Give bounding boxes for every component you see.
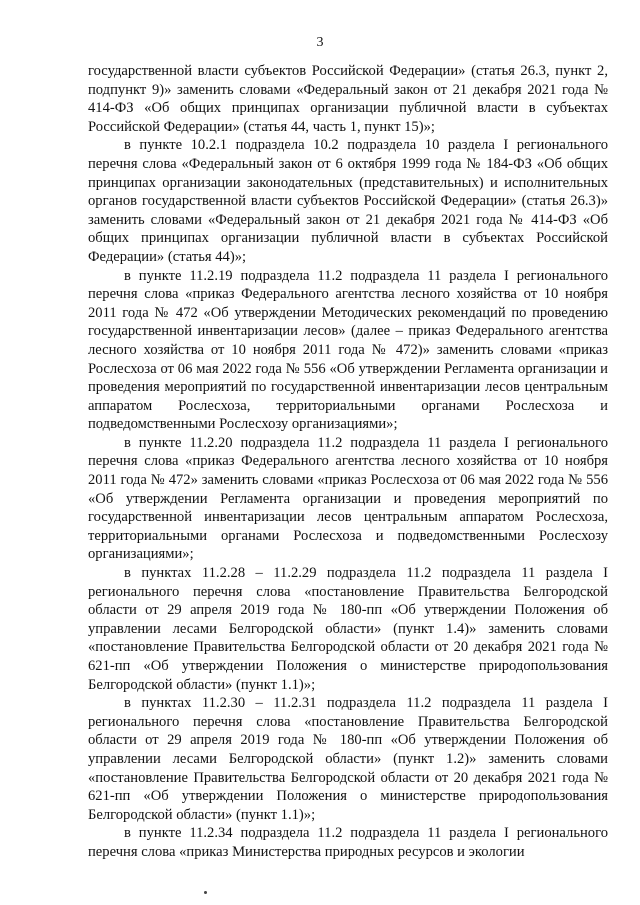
- paragraph: в пунктах 11.2.28 – 11.2.29 подраздела 11.2 подраздела 11 раздела I регионального перечня слова «постановление Правительства Белгородской области от 29 апреля 2019 года № 180-пп «Об утверждении Положения об управлении лесами Белгородской области» (пункт 1.4)» заменить словами «постановление Правительства Белгородской области от 20 декабря 2021 года № 621-пп «Об утверждении Положения о министерстве природопользования Белгородской области» (пункт 1.1)»;: [88, 565, 608, 693]
- page-number: 3: [316, 35, 324, 50]
- paragraph: в пункте 11.2.19 подраздела 11.2 подраздела 11 раздела I регионального перечня слова «приказ Федерального агентства лесного хозяйства от 10 ноября 2011 года № 472 «Об утверждении Методических рекомендаций по проведению государственной инвентаризации лесов» (далее – приказ Федерального агентства лесного хозяйства от 10 ноября 2011 года № 472)» заменить словами «приказ Рослесхоза от 06 мая 2022 года № 556 «Об утверждении Регламента организации и проведения мероприятий по государственной инвентаризации лесов центральным аппаратом Рослесхоза, территориальными органами Рослесхоза и подведомственными Рослесхозу организациями»;: [88, 267, 608, 433]
- document-body: [88, 62, 608, 862]
- paragraph: в пункте 11.2.20 подраздела 11.2 подраздела 11 раздела I регионального перечня слова «приказ Федерального агентства лесного хозяйства от 10 ноября 2011 года № 472» заменить словами «приказ Рослесхоза от 06 мая 2022 года № 556 «Об утверждении Регламента организации и проведения мероприятий по государственной инвентаризации лесов центральным аппаратом Рослесхоза, территориальными органами Рослесхоза и подведомственными Рослесхозу организациями»;: [88, 434, 608, 563]
- paragraph: в пунктах 11.2.30 – 11.2.31 подраздела 11.2 подраздела 11 раздела I регионального перечня слова «постановление Правительства Белгородской области от 29 апреля 2019 года № 180-пп «Об утверждении Положения об управлении лесами Белгородской области» (пункт 1.2)» заменить словами «постановление Правительства Белгородской области от 20 декабря 2021 года № 621-пп «Об утверждении Положения о министерстве природопользования Белгородской области» (пункт 1.1)»;: [88, 695, 608, 823]
- paragraph: в пункте 10.2.1 подраздела 10.2 подраздела 10 раздела I регионального перечня слова «Федеральный закон от 6 октября 1999 года № 184-ФЗ «Об общих принципах организации законодательных (представительных) и исполнительных органов государственной власти субъектов Российской Федерации» (статья 26.3)» заменить словами «Федеральный закон от 21 декабря 2021 года № 414-ФЗ «Об общих принципах организации публичной власти в субъектах Российской Федерации» (статья 44)»;: [88, 137, 608, 265]
- paragraph-continuation: государственной власти субъектов Российской Федерации» (статья 26.3, пункт 2, подпункт 9)» заменить словами «Федеральный закон от 21 декабря 2021 года № 414-ФЗ «Об общих принципах организации публичной власти в субъектах Российской Федерации» (статья 44, часть 1, пункт 15)»;: [88, 63, 608, 135]
- scan-dot-mark: [204, 891, 207, 894]
- paragraph: в пункте 11.2.34 подраздела 11.2 подраздела 11 раздела I регионального перечня слова «приказ Министерства природных ресурсов и экологии: [88, 825, 608, 860]
